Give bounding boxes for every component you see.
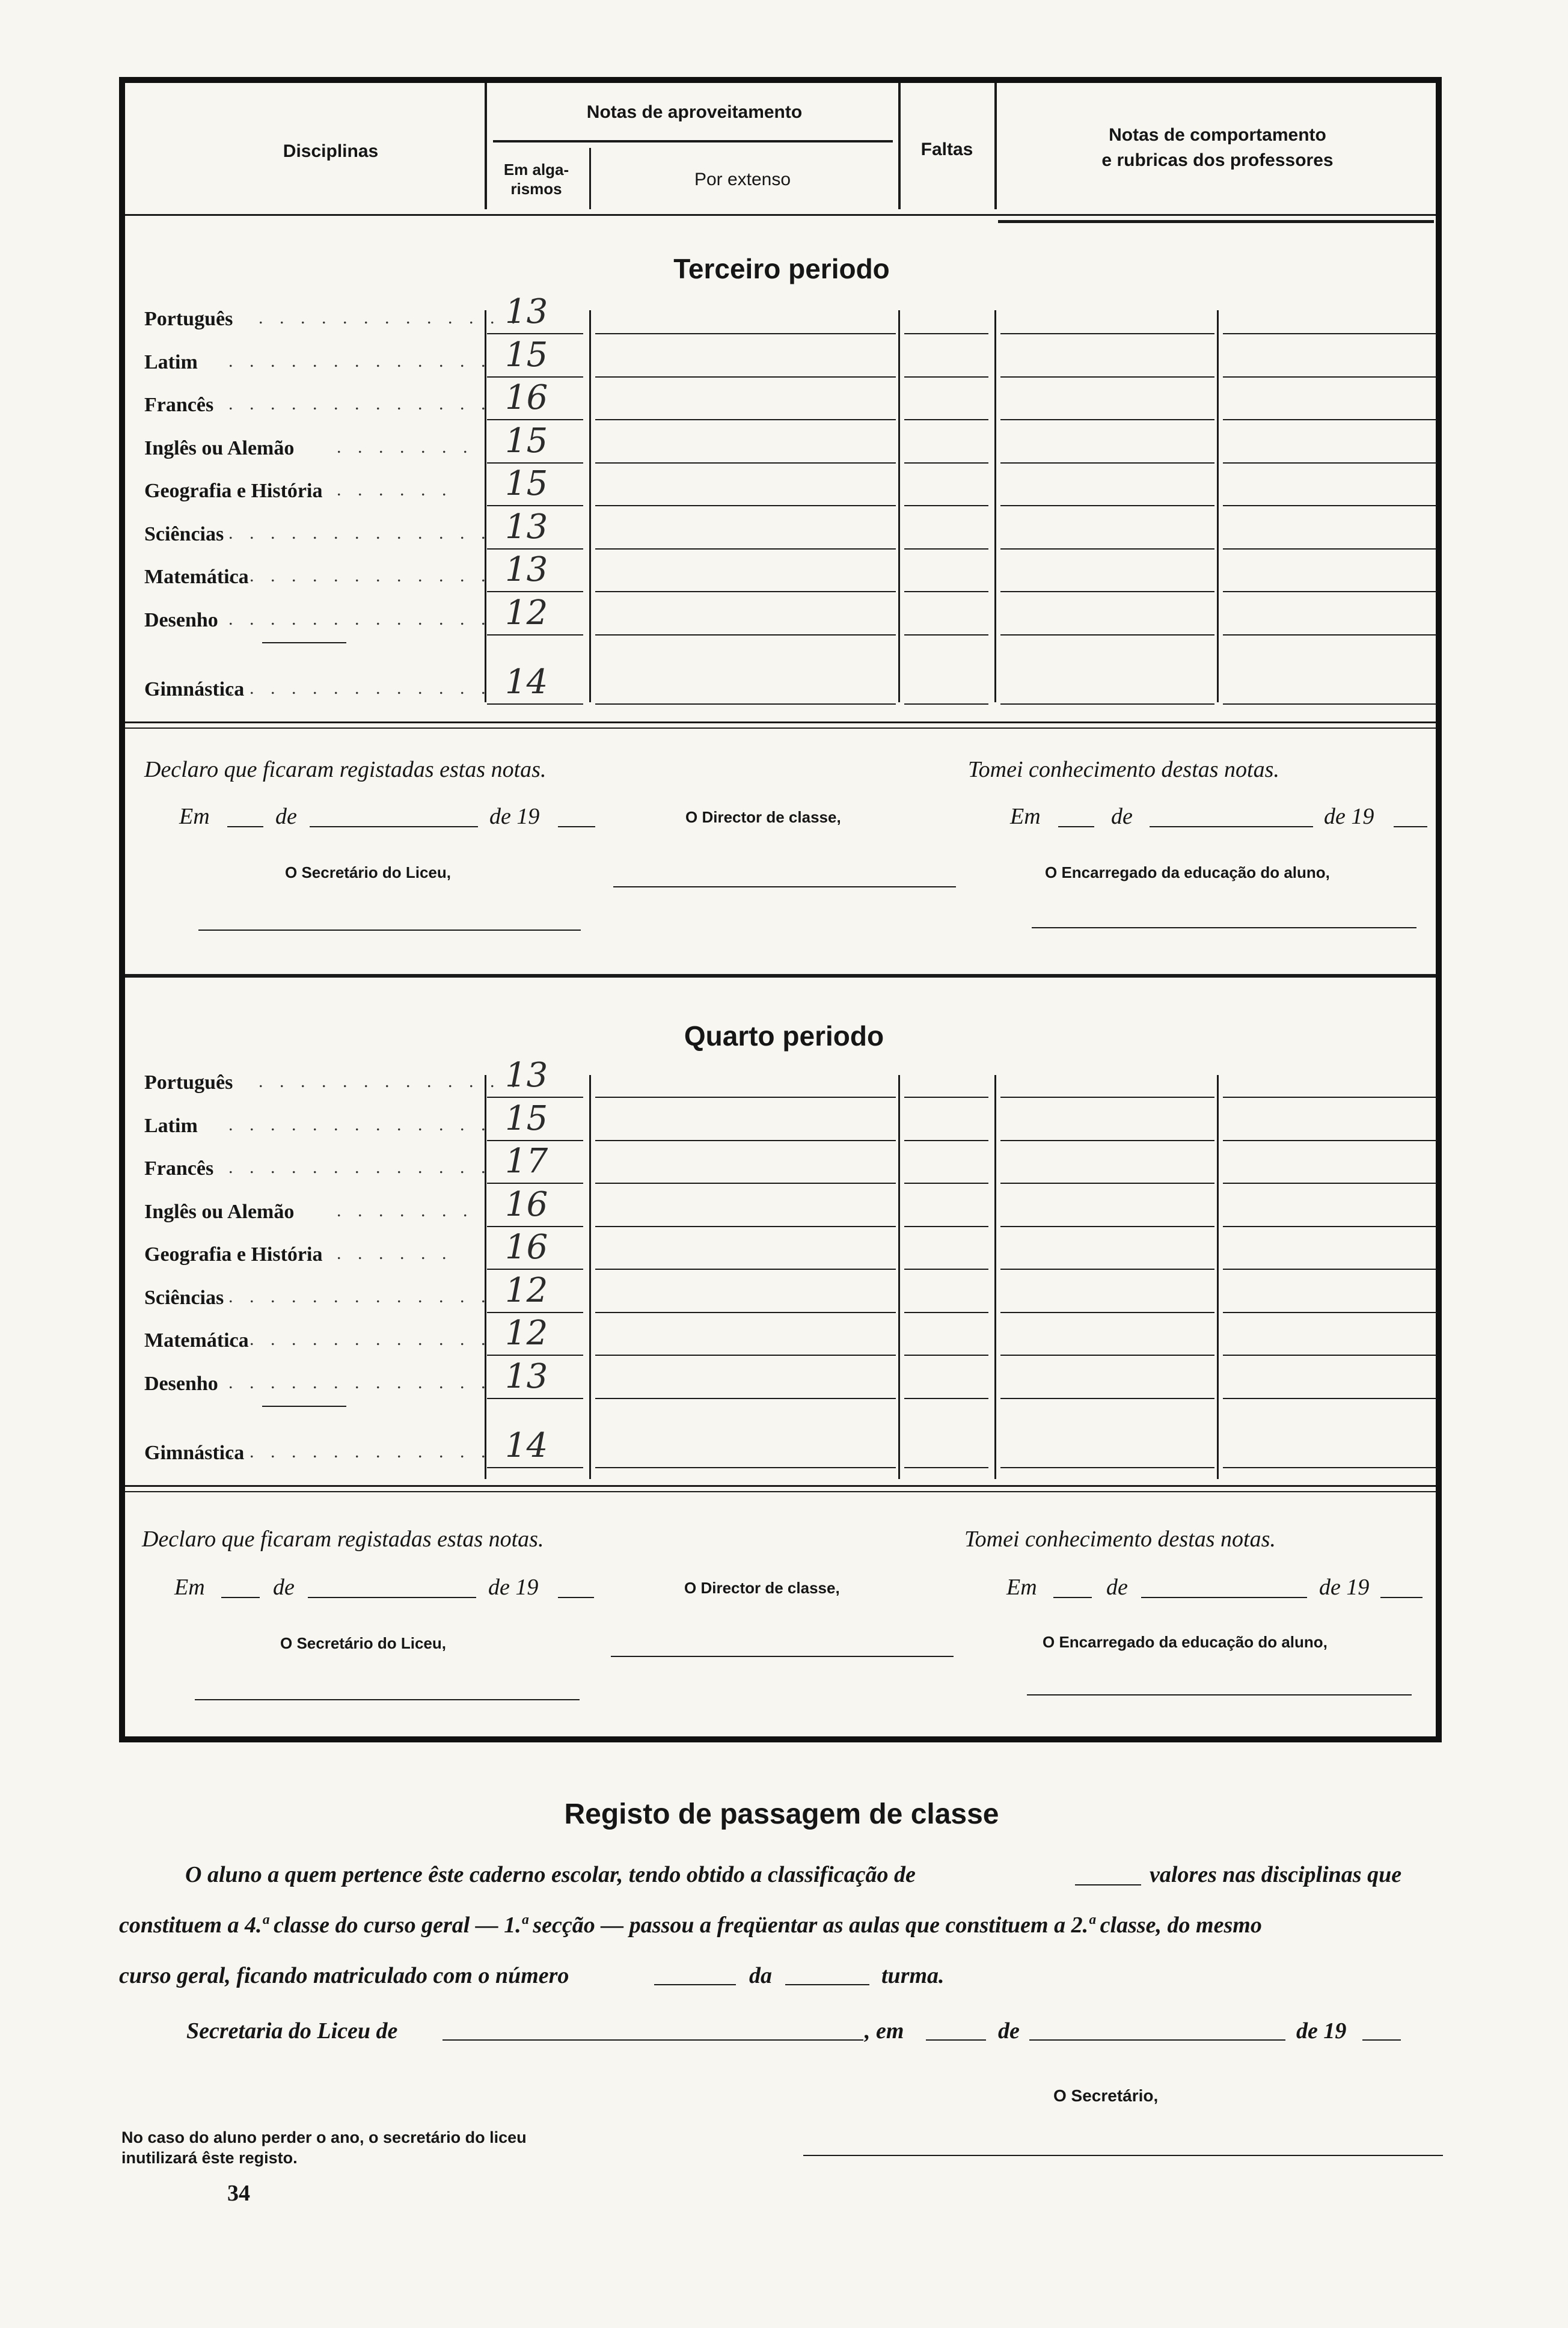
row-line	[595, 419, 896, 420]
row-line	[487, 419, 583, 420]
header-divider	[898, 83, 901, 209]
row-line	[1000, 419, 1214, 420]
gimnastica-separator	[262, 642, 346, 643]
dot-leader: . . . . . . . . . . . . .	[228, 1114, 492, 1135]
dot-leader: . . . . . . . . . . . . .	[228, 1286, 492, 1306]
grade-numeral: 16	[505, 1228, 548, 1267]
encarregado-signature-line	[1027, 1694, 1412, 1695]
row-line	[595, 703, 896, 705]
row-line	[904, 1226, 988, 1227]
row-line	[1223, 1398, 1437, 1399]
row-line	[595, 1398, 896, 1399]
gimnastica-separator	[262, 1406, 346, 1407]
row-line	[904, 703, 988, 705]
row-line	[595, 333, 896, 334]
row-line	[1223, 1097, 1437, 1098]
row-line	[1000, 333, 1214, 334]
registo-title: Registo de passagem de classe	[564, 1798, 999, 1830]
date-de19: de 19	[489, 804, 540, 829]
column-divider	[994, 310, 996, 702]
grade-numeral: 15	[505, 1098, 548, 1138]
row-line	[1000, 1097, 1214, 1098]
dot-leader: . . . . . . .	[337, 1200, 474, 1221]
header-divider	[125, 214, 1436, 216]
row-line	[1000, 1355, 1214, 1356]
secretario-label: O Secretário do Liceu,	[280, 1634, 446, 1652]
row-line	[1000, 591, 1214, 592]
header-em-algarismos: Em alga- rismos	[503, 161, 569, 198]
subject-name: Matemática	[144, 566, 249, 588]
grade-numeral: 17	[505, 1142, 548, 1181]
row-line	[1000, 1140, 1214, 1141]
row-line	[1000, 1467, 1214, 1468]
grade-numeral: 15	[505, 335, 548, 375]
column-divider	[1217, 1075, 1219, 1479]
registo-signature-line	[803, 2155, 1443, 2156]
row-line	[487, 1097, 583, 1098]
date-de: de	[273, 1575, 295, 1600]
column-divider	[485, 1075, 486, 1479]
header-divider	[485, 83, 487, 209]
row-line	[1223, 333, 1437, 334]
period-title: Terceiro periodo	[673, 253, 890, 284]
registo-note: No caso do aluno perder o ano, o secretário do liceu inutilizará êste registo.	[121, 2128, 527, 2167]
registo-line-4c: de	[998, 2018, 1020, 2044]
row-line	[1000, 1269, 1214, 1270]
tomei-text: Tomei conhecimento destas notas.	[964, 1527, 1276, 1552]
row-line	[487, 1398, 583, 1399]
row-line	[1223, 591, 1437, 592]
row-line	[1000, 505, 1214, 506]
row-line	[1000, 1398, 1214, 1399]
row-line	[904, 1312, 988, 1313]
registo-secretario-label: O Secretário,	[1053, 2086, 1159, 2105]
row-line	[1223, 703, 1437, 705]
registo-line-1a: O aluno a quem pertence êste caderno escolar, tendo obtido a classificação de	[185, 1862, 916, 1887]
row-line	[487, 591, 583, 592]
registo-line-2: constituem a 4.ª classe do curso geral — 1.ª secção — passou a freqüentar as aulas que constituem a 2.ª classe, do mesmo	[119, 1913, 1262, 1938]
row-line	[487, 634, 583, 636]
grade-numeral: 13	[505, 1056, 548, 1095]
grade-numeral: 14	[505, 663, 548, 702]
dia-blank[interactable]	[926, 2039, 986, 2041]
row-line	[595, 1140, 896, 1141]
row-line	[904, 333, 988, 334]
registo-line-3c: turma.	[881, 1963, 945, 1988]
row-line	[904, 1355, 988, 1356]
row-line	[487, 548, 583, 550]
column-divider	[994, 1075, 996, 1479]
subject-name: Desenho	[144, 1372, 218, 1395]
row-line	[904, 462, 988, 464]
row-line	[595, 1467, 896, 1468]
dot-leader: . . . . . . . . . . . . .	[228, 566, 492, 586]
grade-numeral: 13	[505, 292, 548, 331]
date-de: de	[275, 804, 297, 829]
row-line	[595, 1097, 896, 1098]
row-line	[1223, 1226, 1437, 1227]
grade-numeral: 16	[505, 378, 548, 417]
dot-leader: . . . . . . . . . . . . .	[228, 1329, 492, 1349]
row-line	[1000, 1183, 1214, 1184]
row-line	[595, 1183, 896, 1184]
header-faltas: Faltas	[920, 139, 973, 159]
dot-leader: . . . . . . . . . . . . .	[228, 351, 492, 371]
date-de19: de 19	[1319, 1575, 1370, 1600]
dot-leader: . . . . . .	[337, 480, 453, 500]
row-line	[904, 1183, 988, 1184]
row-line	[1223, 376, 1437, 378]
row-line	[595, 634, 896, 636]
director-label: O Director de classe,	[685, 808, 841, 826]
subject-name: Desenho	[144, 608, 218, 631]
registo-line-4d: de 19	[1296, 2018, 1347, 2044]
classificacao-blank[interactable]	[1075, 1884, 1141, 1885]
grade-numeral: 13	[505, 1356, 548, 1396]
subject-name: Geografia e História	[144, 480, 323, 502]
dot-leader: . . . . . .	[337, 1243, 453, 1263]
turma-blank[interactable]	[785, 1984, 869, 1985]
row-line	[487, 376, 583, 378]
grade-numeral: 15	[505, 421, 548, 461]
subject-name: Inglês ou Alemão	[144, 1200, 295, 1223]
row-line	[1223, 1355, 1437, 1356]
row-line	[595, 376, 896, 378]
row-line	[487, 1467, 583, 1468]
row-line	[904, 1398, 988, 1399]
row-line	[904, 1467, 988, 1468]
date-em: Em	[1006, 1575, 1037, 1600]
row-line	[904, 1269, 988, 1270]
subject-name: Inglês ou Alemão	[144, 437, 295, 459]
row-line	[487, 1269, 583, 1270]
header-divider	[589, 148, 591, 209]
row-line	[595, 548, 896, 550]
row-line	[1000, 634, 1214, 636]
date-de: de	[1111, 804, 1133, 829]
row-line	[1223, 548, 1437, 550]
row-line	[904, 505, 988, 506]
subject-name: Francês	[144, 1157, 214, 1180]
row-line	[595, 1226, 896, 1227]
row-line	[1223, 419, 1437, 420]
column-divider	[589, 310, 591, 702]
row-line	[904, 591, 988, 592]
row-line	[1000, 1312, 1214, 1313]
row-line	[595, 1355, 896, 1356]
encarregado-label: O Encarregado da educação do aluno,	[1043, 1633, 1328, 1651]
row-line	[487, 703, 583, 705]
subject-name: Geografia e História	[144, 1243, 323, 1266]
period-separator	[125, 974, 1436, 978]
header-divider	[493, 140, 893, 142]
grade-numeral: 14	[505, 1426, 548, 1465]
subject-name: Gimnástica	[144, 1442, 245, 1464]
date-de19: de 19	[1324, 804, 1374, 829]
row-line	[487, 1183, 583, 1184]
page-number: 34	[227, 2181, 250, 2206]
row-line	[595, 505, 896, 506]
grade-numeral: 16	[505, 1184, 548, 1224]
date-de19: de 19	[488, 1575, 539, 1600]
row-line	[1000, 376, 1214, 378]
row-line	[487, 1355, 583, 1356]
column-divider	[1217, 310, 1219, 702]
registo-line-1b: valores nas disciplinas que	[1150, 1862, 1402, 1887]
registo-line-4a: Secretaria do Liceu de	[186, 2018, 398, 2044]
row-line	[487, 505, 583, 506]
registo-line-3b: da	[749, 1963, 772, 1988]
date-em: Em	[174, 1575, 205, 1600]
row-line	[1223, 1140, 1437, 1141]
dot-leader: . . . . . . . . . . . . .	[228, 522, 492, 543]
row-line	[1223, 1312, 1437, 1313]
row-line	[487, 1140, 583, 1141]
subject-name: Sciências	[144, 1286, 224, 1309]
grade-numeral: 12	[505, 1270, 548, 1310]
encarregado-label: O Encarregado da educação do aluno,	[1045, 863, 1330, 881]
dot-leader: . . . . . . . . . . . . .	[228, 1157, 492, 1177]
subject-name: Latim	[144, 1114, 198, 1137]
row-line	[1223, 1467, 1437, 1468]
column-divider	[589, 1075, 591, 1479]
row-line	[904, 376, 988, 378]
header-disciplinas: Disciplinas	[283, 141, 379, 161]
mes-blank[interactable]	[1029, 2039, 1285, 2041]
subject-name: Latim	[144, 351, 198, 373]
column-divider	[898, 310, 900, 702]
ano-blank[interactable]	[1362, 2039, 1401, 2041]
period-title: Quarto periodo	[684, 1020, 884, 1052]
subject-name: Matemática	[144, 1329, 249, 1352]
encarregado-signature-line	[1032, 927, 1416, 928]
declaro-text: Declaro que ficaram registadas estas notas.	[142, 1527, 544, 1552]
secretario-label: O Secretário do Liceu,	[285, 863, 451, 881]
column-divider	[898, 1075, 900, 1479]
row-line	[1000, 703, 1214, 705]
director-signature-line	[611, 1656, 954, 1657]
registo-line-3a: curso geral, ficando matriculado com o número	[119, 1963, 569, 1988]
grade-numeral: 15	[505, 464, 548, 503]
dot-leader: . . . . . . . . . . . . .	[259, 1071, 522, 1091]
dot-leader: . . . . . . . . . . . . .	[228, 678, 492, 698]
row-line	[487, 1226, 583, 1227]
date-em: Em	[1010, 804, 1041, 829]
dot-leader: . . . . . . .	[337, 437, 474, 457]
row-line	[904, 1140, 988, 1141]
row-line	[1000, 548, 1214, 550]
director-label: O Director de classe,	[684, 1579, 840, 1597]
row-line	[487, 1312, 583, 1313]
row-line	[1223, 634, 1437, 636]
row-line	[904, 548, 988, 550]
dot-leader: . . . . . . . . . . . . .	[228, 1442, 492, 1462]
date-de: de	[1106, 1575, 1128, 1600]
tomei-text: Tomei conhecimento destas notas.	[968, 757, 1279, 782]
row-line	[904, 419, 988, 420]
secretario-signature-line	[198, 930, 581, 931]
registo-line-4b: , em	[865, 2018, 904, 2044]
dot-leader: . . . . . . . . . . . . .	[259, 308, 522, 328]
row-line	[595, 1269, 896, 1270]
row-line	[1000, 462, 1214, 464]
row-line	[1223, 505, 1437, 506]
row-line	[595, 591, 896, 592]
grade-numeral: 13	[505, 507, 548, 547]
grade-numeral: 12	[505, 1314, 548, 1353]
date-em: Em	[179, 804, 210, 829]
liceu-blank[interactable]	[443, 2039, 863, 2041]
grade-numeral: 12	[505, 593, 548, 633]
row-line	[1223, 1269, 1437, 1270]
secretario-signature-line	[195, 1699, 580, 1700]
grade-numeral: 13	[505, 550, 548, 589]
subject-name: Português	[144, 1071, 233, 1094]
header-divider	[994, 83, 997, 209]
dot-leader: . . . . . . . . . . . . .	[228, 608, 492, 629]
row-line	[595, 462, 896, 464]
subject-name: Sciências	[144, 522, 224, 545]
dot-leader: . . . . . . . . . . . . .	[228, 394, 492, 414]
header-divider	[998, 220, 1434, 223]
header-notas-aproveitamento: Notas de aproveitamento	[586, 102, 803, 122]
row-line	[904, 634, 988, 636]
director-signature-line	[613, 886, 956, 887]
header-notas-comportamento: Notas de comportamento e rubricas dos professores	[1101, 125, 1334, 170]
subject-name: Português	[144, 308, 233, 330]
row-line	[1000, 1226, 1214, 1227]
subject-name: Gimnástica	[144, 678, 245, 700]
row-line	[1223, 462, 1437, 464]
declaro-text: Declaro que ficaram registadas estas notas.	[144, 757, 547, 782]
row-line	[595, 1312, 896, 1313]
subject-name: Francês	[144, 394, 214, 416]
header-por-extenso: Por extenso	[694, 170, 791, 189]
row-line	[904, 1097, 988, 1098]
row-line	[487, 333, 583, 334]
row-line	[487, 462, 583, 464]
dot-leader: . . . . . . . . . . . . .	[228, 1372, 492, 1392]
row-line	[1223, 1183, 1437, 1184]
numero-blank[interactable]	[654, 1984, 736, 1985]
